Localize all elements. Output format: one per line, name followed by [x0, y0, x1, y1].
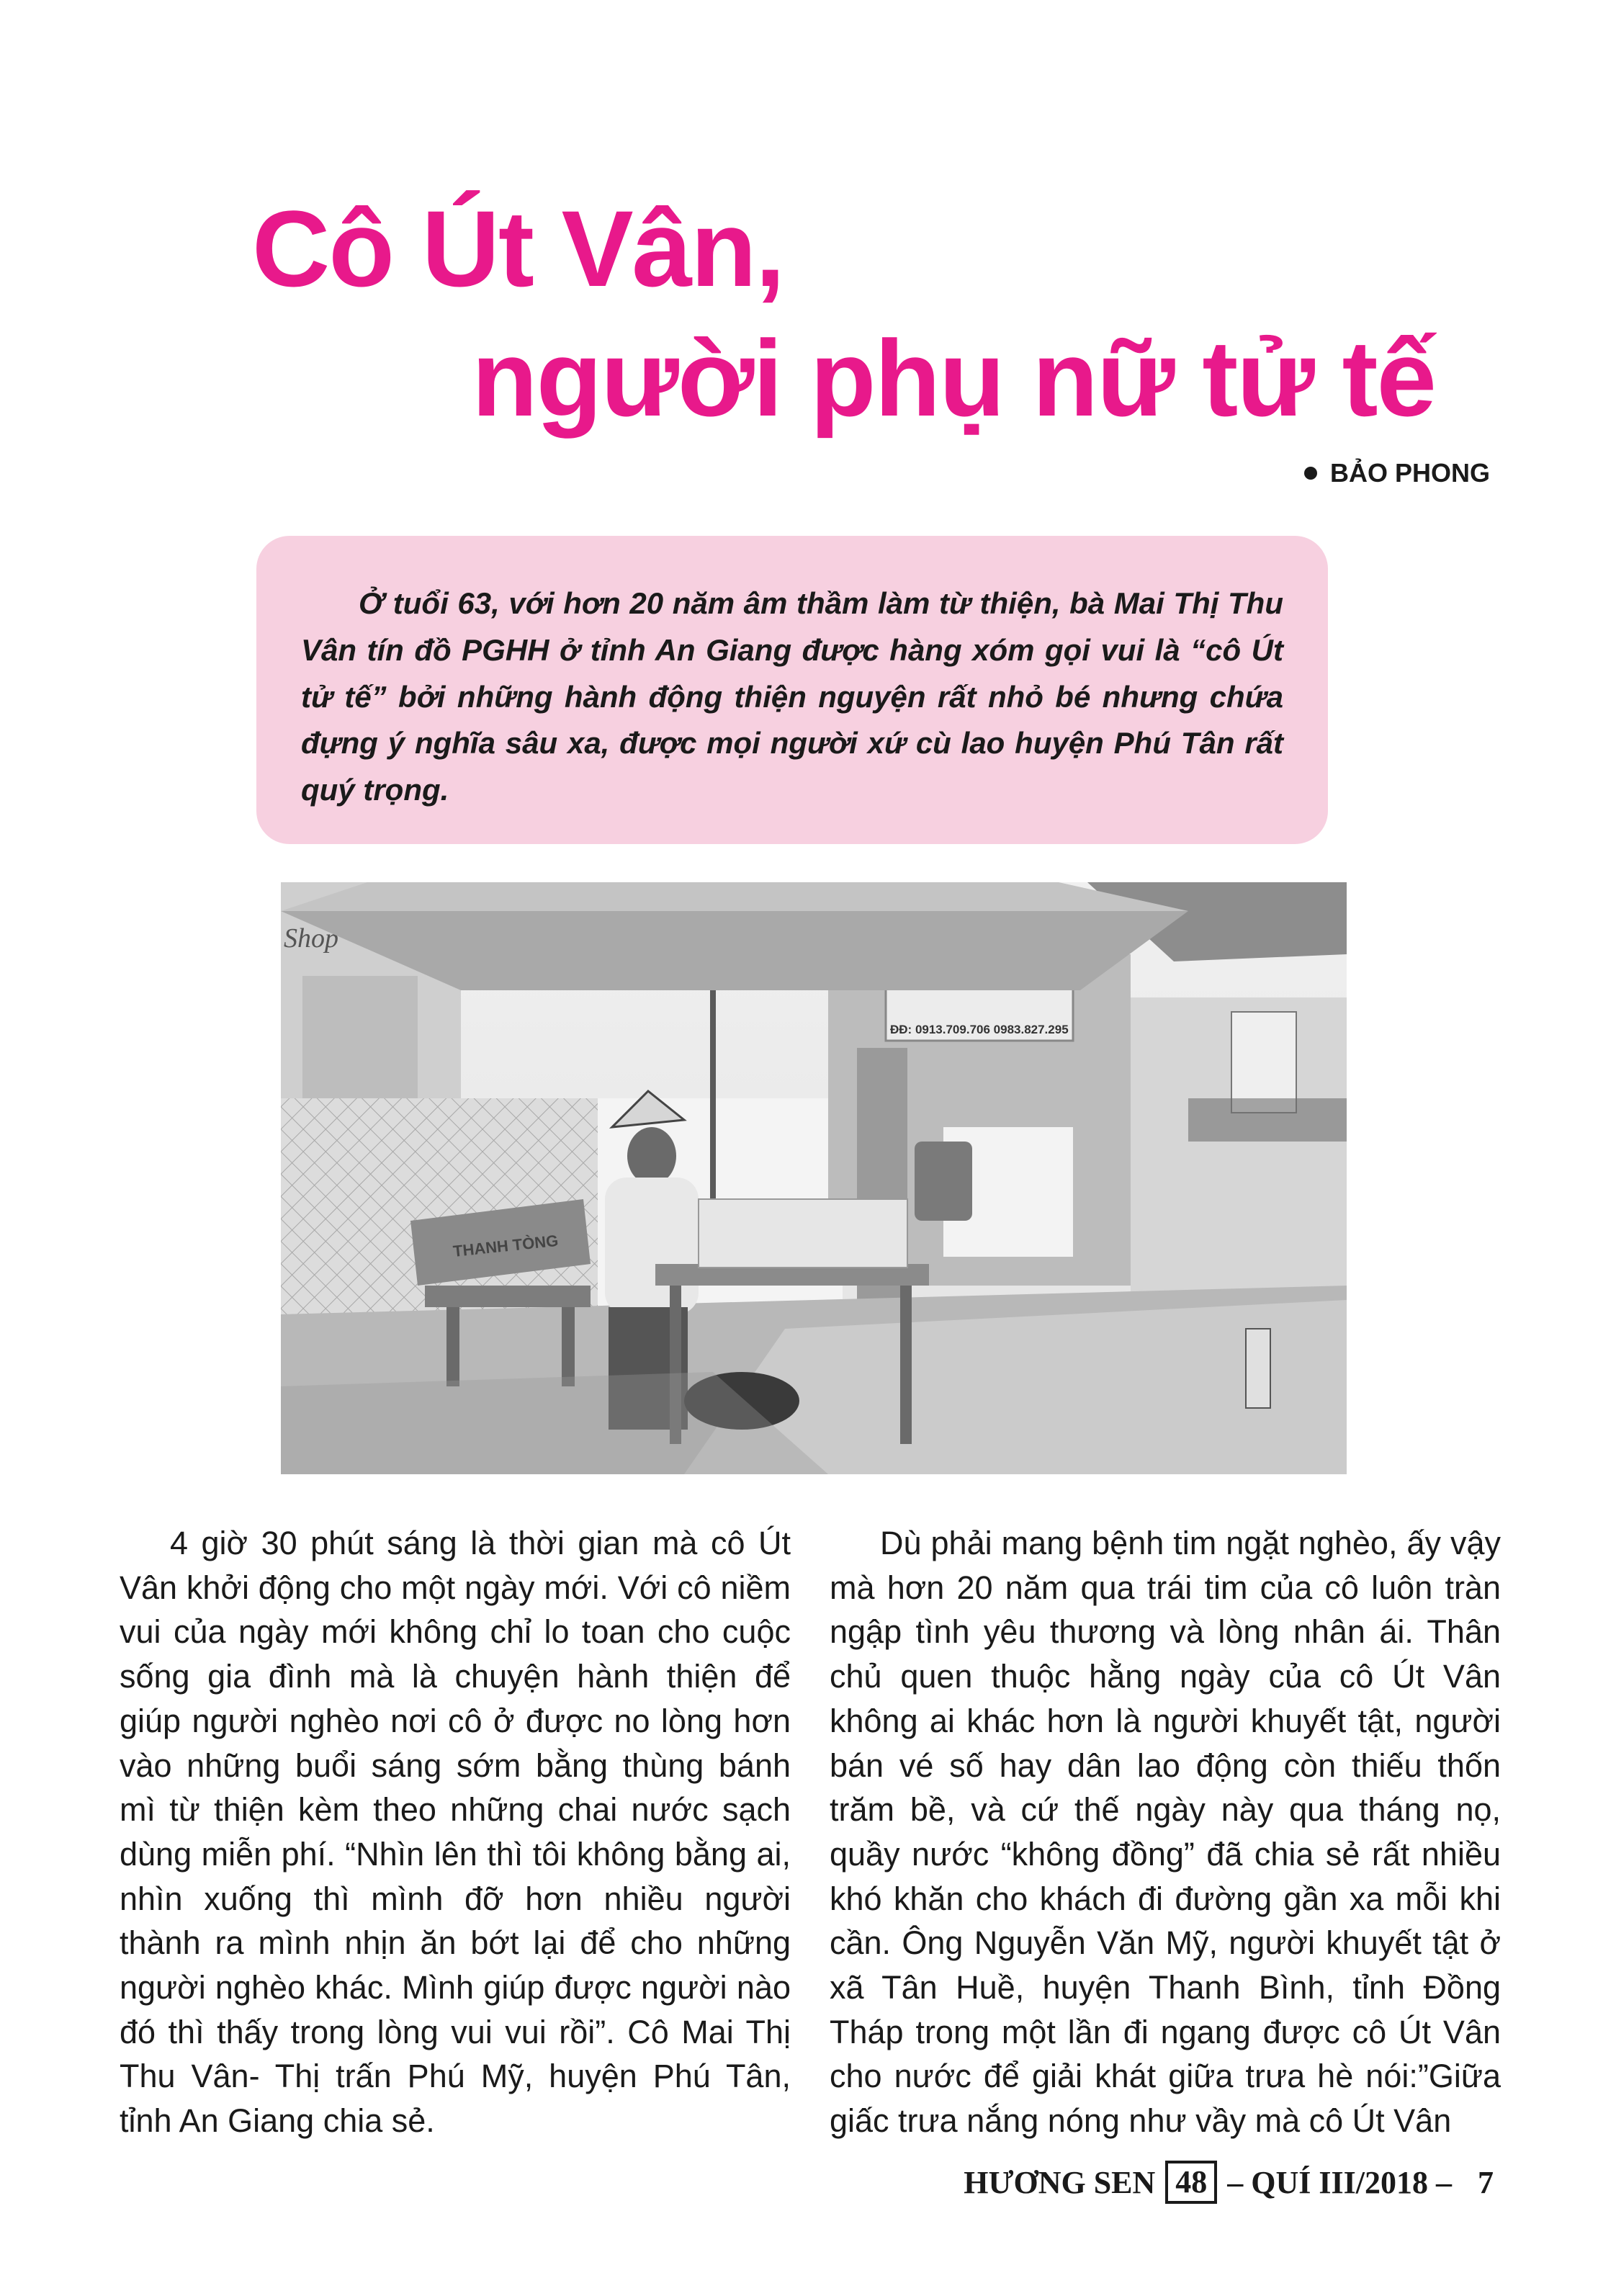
article-title-line-1: Cô Út Vân, — [252, 188, 784, 309]
body-column-2 — [830, 1521, 1501, 2143]
article-photo — [281, 882, 1347, 1474]
page-number: 7 — [1478, 2164, 1494, 2200]
issue-period: – QUÍ III/2018 – — [1227, 2164, 1452, 2200]
shop-sign-text: Shop — [284, 923, 338, 954]
lead-text: Ở tuổi 63, với hơn 20 năm âm thầm làm từ thiện, bà Mai Thị Thu Vân tín đồ PGHH ở tỉnh An Giang được hàng xóm gọi vui là “cô Út tử tế” bởi những hành động thiện nguyện rất nhỏ bé nhưng chứa đựng ý nghĩa sâu xa, được mọi người xứ cù lao huyện Phú Tân rất quý trọng. — [301, 586, 1283, 807]
body-paragraph: Dù phải mang bệnh tim ngặt nghèo, ấy vậy mà hơn 20 năm qua trái tim của cô luôn tràn ngập tình yêu thương và lòng nhân ái. Thân chủ quen thuộc hằng ngày của cô Út Vân không ai khác hơn là người khuyết tật, người bán vé số hay dân lao động còn thiếu thốn trăm bề, và cứ thế ngày này qua tháng nọ, quầy nước “không đồng” đã chia sẻ rất nhiều khó khăn cho khách đi đường gần xa mỗi khi cần. Ông Nguyễn Văn Mỹ, người khuyết tật ở xã Tân Huề, huyện Thanh Bình, tỉnh Đồng Tháp trong một lần đi ngang được cô Út Vân cho nước để giải khát giữa trưa hè nói:”Giữa giấc trưa nắng nóng như vầy mà cô Út Vân — [830, 1525, 1501, 2140]
author-byline — [1304, 458, 1490, 488]
lead-box — [256, 536, 1328, 844]
body-column-1 — [120, 1521, 791, 2143]
sign-phone-text: ĐĐ: 0913.709.706 0983.827.295 — [890, 1023, 1069, 1036]
author-name: BẢO PHONG — [1329, 458, 1490, 488]
magazine-name: HƯƠNG SEN — [964, 2164, 1156, 2200]
page-footer — [964, 2161, 1494, 2204]
article-title-line-2: người phụ nữ tử tế — [472, 318, 1435, 439]
body-paragraph: 4 giờ 30 phút sáng là thời gian mà cô Út Vân khởi động cho một ngày mới. Với cô niềm vui của ngày mới không chỉ lo toan cho cuộc sống gia đình mà là chuyện hành thiện để giúp người nghèo nơi cô ở được no lòng hơn vào những buổi sáng sớm bằng thùng bánh mì từ thiện kèm theo những chai nước sạch dùng miễn phí. “Nhìn lên thì tôi không bằng ai, nhìn xuống thì mình đỡ hơn nhiều người thành ra mình nhịn ăn bớt lại để cho những người nghèo khác. Mình giúp được người nào đó thì thấy trong lòng vui vui rồi”. Cô Mai Thị Thu Vân- Thị trấn Phú Mỹ, huyện Phú Tân, tỉnh An Giang chia sẻ. — [120, 1525, 791, 2140]
issue-number: 48 — [1165, 2161, 1217, 2204]
bench-text: THANH TÒNG — [452, 1231, 560, 1260]
bullet-icon — [1304, 467, 1317, 480]
